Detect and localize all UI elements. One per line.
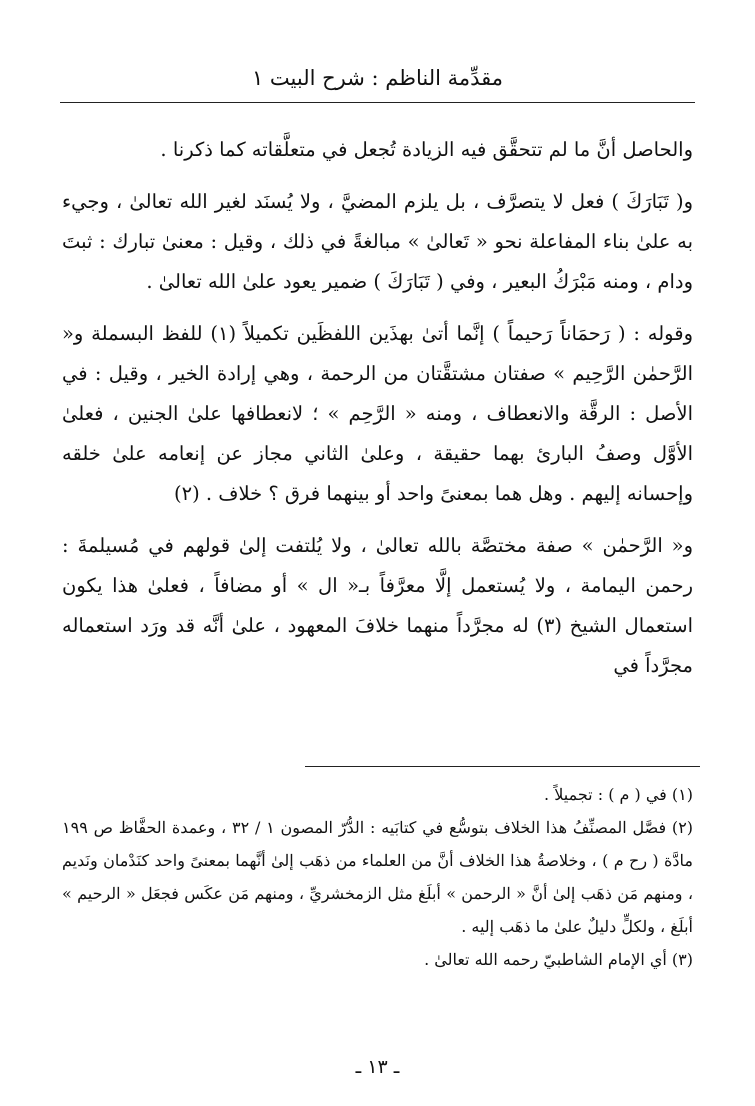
- page-number: ـ ١٣ ـ: [355, 1056, 400, 1078]
- main-text: [62, 130, 693, 698]
- footnote-3: (٣) أي الإمام الشاطبيّ رحمه الله تعالىٰ .: [424, 950, 693, 969]
- footnote-1: (١) في ( م ) : تجميلاً .: [544, 785, 693, 804]
- footnote-2: (٢) فصَّل المصنِّفُ هذا الخلاف بتوسُّع في كتابَيه : الدُّرّ المصون ١ / ٣٢ ، وعمدة الحفَّاظ ص ١٩٩ مادَّة ( رح م ) ، وخلاصةُ هذا الخلاف أنَّ من العلماء من ذهَب إلىٰ أنَّهما بمعنىً واحد كنَدْمان ونَديم ، ومنهم مَن ذهَب إلىٰ أنَّ « الرحمن » أبلَغ مثل الزمخشريِّ ، ومنهم مَن عكَس فجعَل « الرحيم » أبلَغ ، ولكلٍّ دليلٌ علىٰ ما ذهَب إليه .: [62, 818, 694, 936]
- header-divider: [60, 102, 695, 103]
- paragraph-3: وقوله : ( رَحمَاناً رَحيماً ) إنَّما أتىٰ بهذَين اللفظَين تكميلاً (١) للفظ البسملة و« الرَّحمٰن الرَّحِيم » صفتان مشتقَّتان من الرحمة ، وهي إرادة الخير ، وقيل : في الأصل : الرقَّة والانعطاف ، ومنه « الرَّحِم » ؛ لانعطافها علىٰ الجنين ، فعلىٰ الأوَّل وصفُ البارئ بهما حقيقة ، وعلىٰ الثاني مجاز عن إنعامه علىٰ خلقه وإحسانه إليهم . وهل هما بمعنىً واحد أو بينهما فرق ؟ خلاف . (٢): [62, 322, 693, 505]
- paragraph-2: و( تَبَارَكَ ) فعل لا يتصرَّف ، بل يلزم المضيَّ ، ولا يُسنَد لغير الله تعالىٰ ، وجيء به علىٰ بناء المفاعلة نحو « تَعالىٰ » مبالغةً في ذلك ، وقيل : معنىٰ تبارك : ثبتَ ودام ، ومنه مَبْرَكُ البعير ، وفي ( تَبَارَكَ ) ضمير يعود علىٰ الله تعالىٰ .: [62, 190, 693, 293]
- footnote-divider: [305, 766, 700, 767]
- running-header: مقدِّمة الناظم : شرح البيت ١: [251, 66, 504, 90]
- paragraph-4: و« الرَّحمٰن » صفة مختصَّة بالله تعالىٰ ، ولا يُلتفت إلىٰ قولهم في مُسيلمةَ : رحمن اليمامة ، ولا يُستعمل إلَّا معرَّفاً بـ« ال » أو مضافاً ، فعلىٰ هذا يكون استعمال الشيخ (٣) له مجرَّداً منهما خلافَ المعهود ، علىٰ أنَّه قد ورَد استعماله مجرَّداً في: [62, 534, 693, 677]
- paragraph-1: والحاصل أنَّ ما لم تتحقَّق فيه الزيادة تُجعل في متعلَّقاته كما ذكرنا .: [160, 138, 693, 161]
- footnotes: [62, 778, 693, 976]
